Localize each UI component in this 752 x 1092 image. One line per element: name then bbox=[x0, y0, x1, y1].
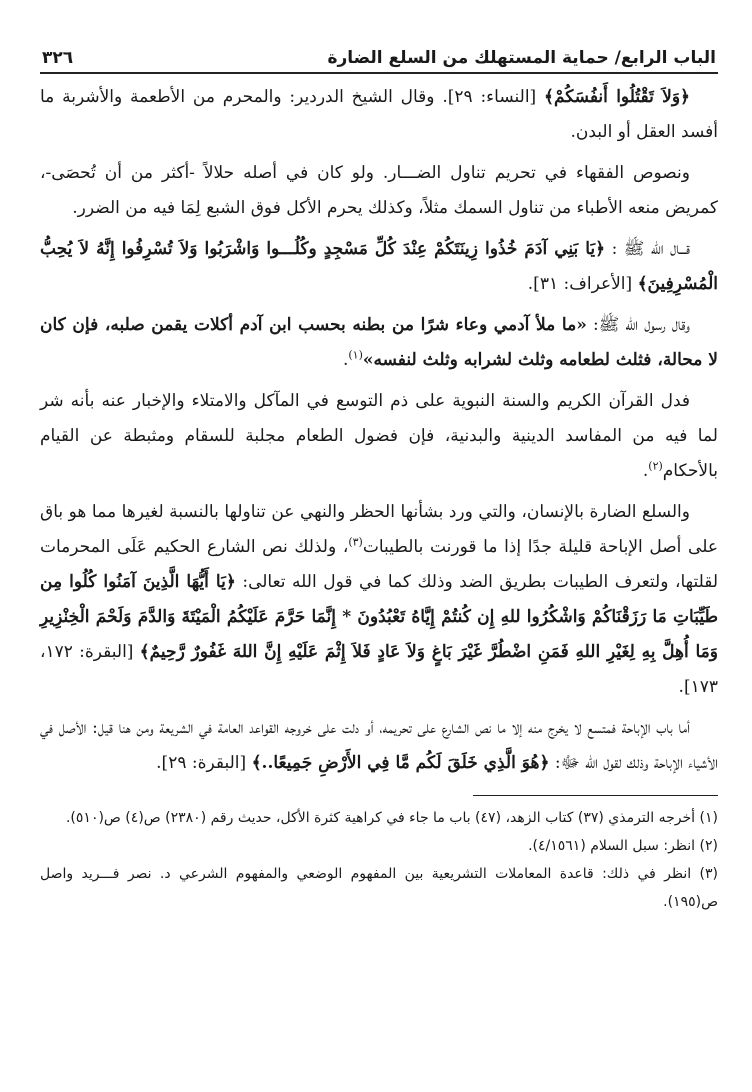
paragraph-text: ، ولذلك نص الشارع الحكيم عَلَى المحرمات لقلتها، ولتعرف الطيبات بطريق الضد وذلك كما في قول الله تعالى: bbox=[40, 537, 719, 592]
paragraph-3 bbox=[40, 232, 718, 302]
paragraph-text: [النساء: ٢٩]. وقال الشيخ الدردير: والمحرم من الأطعمة والأشربة ما أفسد العقل أو البدن. bbox=[40, 87, 718, 142]
paragraph-4 bbox=[40, 308, 718, 378]
verse-citation: [الأعراف: ٣١]. bbox=[527, 274, 638, 294]
paragraph-text: أما باب الإباحة فمتسع لا يخرج منه إلا ما نص الشارع على تحريمه، أو دلت على خروجه القواعد العامة في الشريعة ومن هنا قيل: الأصل في الأشياء الإباحة وذلك لقول الله ﷻ: bbox=[40, 718, 718, 773]
paragraph-text: والسلع الضارة بالإنسان، والتي ورد بشأنها الحظر والنهي عن تناولها بالنسبة لغيرها مما هو باق على أصل الإباحة قليلة جدًا إذا ما قورنت بالطيبات bbox=[40, 502, 718, 557]
quran-verse: ﴿هُوَ الَّذِي خَلَقَ لَكُم مَّا فِي الأَرْضِ جَمِيعًا..﴾ bbox=[251, 753, 550, 773]
footnote-ref-2[interactable]: (٢) bbox=[648, 459, 663, 473]
chapter-title: الباب الرابع/ حماية المستهلك من السلع الضارة bbox=[327, 48, 716, 68]
hadith-text: «ما ملأ آدمي وعاء شرًا من بطنه بحسب ابن آدم أكلات يقمن صلبه، فإن كان لا محالة، فثلث لطعامه وثلث لشرابه وثلث لنفسه» bbox=[40, 315, 718, 370]
quran-verse: ﴿يَا بَنِي آدَمَ خُذُوا زِينَتَكُمْ عِنْدَ كُلِّ مَسْجِدٍ وكُلُـــوا وَاشْرَبُوا وَلاَ تُسْرِفُوا إِنَّهُ لاَ يُحِبُّ الْمُسْرِفِينَ﴾ bbox=[40, 239, 718, 294]
paragraph-2 bbox=[40, 156, 718, 226]
footnote-1: (١) أخرجه الترمذي (٣٧) كتاب الزهد، (٤٧) باب ما جاء في كراهية كثرة الأكل، حديث رقم (٢٣٨٠) ص(٤) ص(٥١٠). bbox=[65, 810, 718, 826]
page-number: ٣٢٦ bbox=[42, 48, 74, 68]
header-rule bbox=[40, 72, 718, 74]
paragraph-7 bbox=[40, 711, 718, 781]
footnote-2: (٢) انظر: سبل السلام (٤/١٥٦١). bbox=[528, 838, 718, 854]
quran-verse: ﴿يَا أَيُّهَا الَّذِينَ آمَنُوا كُلُوا مِن طَيِّبَاتِ مَا رَزَقْنَاكُمْ وَاشْكُرُوا للهِ إِن كُنتُمْ إِيَّاهُ تَعْبُدُونَ * إِنَّمَا حَرَّمَ عَلَيْكُمُ الْمَيْتَةَ وَالدَّمَ وَلَحْمَ الْخِنْزِيرِ وَمَا أُهِلَّ بِهِ لِغَيْرِ اللهِ فَمَنِ اضْطُرَّ غَيْرَ بَاغٍ وَلاَ عَادٍ فَلاَ إِثْمَ عَلَيْهِ إِنَّ اللهَ غَفُورٌ رَّحِيمٌ﴾ bbox=[40, 572, 718, 662]
punctuation: . bbox=[642, 461, 649, 481]
paragraph-text: قـــال الله ﷺ : bbox=[605, 239, 691, 259]
paragraph-1 bbox=[40, 80, 718, 150]
footnote-rule bbox=[473, 795, 718, 796]
paragraph-text: فدل القرآن الكريم والسنة النبوية على ذم التوسع في المآكل والامتلاء والإخبار عنه بأنه شر لما فيه من المفاسد الدينية والبدنية، فإن فضول الطعام مجلبة للسقام ومثبطة عن القيام بالأحكام bbox=[40, 391, 718, 481]
running-header bbox=[40, 48, 718, 72]
quran-verse: ﴿وَلاَ تَقْتُلُوا أَنفُسَكُمْ﴾ bbox=[544, 87, 690, 107]
verse-citation: [البقرة: ٢٩]. bbox=[156, 753, 252, 773]
punctuation: . bbox=[342, 350, 349, 370]
paragraph-6 bbox=[40, 495, 718, 705]
paragraph-5 bbox=[40, 384, 718, 489]
verse-citation: [البقرة: ١٧٢، ١٧٣]. bbox=[40, 642, 718, 697]
page bbox=[40, 48, 718, 916]
footnote-3: (٣) انظر في ذلك: قاعدة المعاملات التشريعية بين المفهوم الوضعي والمفهوم الشرعي د. نصر فـــريد واصل ص(١٩٥). bbox=[40, 866, 718, 910]
footnote-ref-1[interactable]: (١) bbox=[348, 348, 363, 362]
paragraph-text: وقال رسول الله ﷺ: bbox=[586, 315, 690, 335]
paragraph-text: ونصوص الفقهاء في تحريم تناول الضـــار. ولو كان في أصله حلالاً -أكثر من أن تُحصَى-، كمريض منعه الأطباء من تناول السمك مثلاً، وكذلك يحرم الأكل فوق الشبع لِمَا فيه من الضرر. bbox=[40, 163, 718, 218]
footnote-ref-3[interactable]: (٣) bbox=[348, 535, 363, 549]
